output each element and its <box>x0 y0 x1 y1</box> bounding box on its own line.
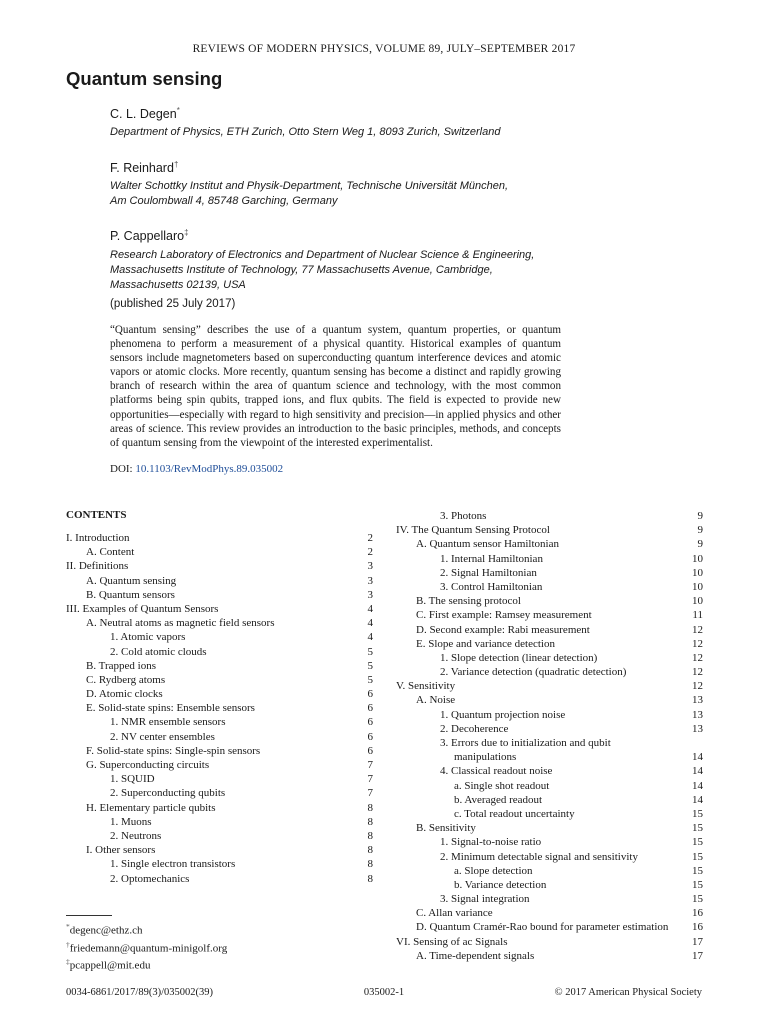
toc-entry-label: 1. NMR ensemble sensors <box>110 716 226 729</box>
toc-entry[interactable] <box>396 850 703 864</box>
toc-entry[interactable] <box>66 758 373 772</box>
toc-entry-page: 9 <box>697 524 703 537</box>
toc-entry[interactable] <box>66 645 373 659</box>
toc-entry-page: 13 <box>692 694 703 707</box>
toc-entry[interactable] <box>66 786 373 800</box>
toc-entry-label: 1. Slope detection (linear detection) <box>440 651 598 664</box>
toc-entry-page: 8 <box>367 858 373 871</box>
toc-entry[interactable] <box>396 764 703 778</box>
footnote <box>66 955 227 973</box>
toc-entry-page: 8 <box>367 872 373 885</box>
toc-entry[interactable] <box>396 679 703 693</box>
toc-entry-label: B. Sensitivity <box>416 822 476 835</box>
toc-entry-page: 10 <box>692 580 703 593</box>
author-reinhard <box>110 160 178 175</box>
affiliation-line: Am Coulombwall 4, 85748 Garching, Germany <box>110 195 338 207</box>
toc-entry-page: 10 <box>692 552 703 565</box>
toc-entry-page: 5 <box>367 659 373 672</box>
toc-entry[interactable] <box>66 545 373 559</box>
affiliation-line: Walter Schottky Institut and Physik-Department, Technische Universität München, <box>110 180 509 192</box>
toc-entry-page: 12 <box>692 680 703 693</box>
footnote-email[interactable]: pcappell@mit.edu <box>69 959 151 972</box>
toc-entry-page: 12 <box>692 637 703 650</box>
toc-entry-label: A. Content <box>86 546 135 559</box>
toc-entry-label: D. Second example: Rabi measurement <box>416 623 590 636</box>
toc-entry[interactable] <box>396 935 703 949</box>
toc-entry-label: IV. The Quantum Sensing Protocol <box>396 524 550 537</box>
toc-entry[interactable] <box>66 730 373 744</box>
toc-entry[interactable] <box>66 772 373 786</box>
toc-entry-page: 15 <box>692 878 703 891</box>
toc-entry-label: 3. Photons <box>440 510 487 522</box>
toc-entry-page: 10 <box>692 595 703 608</box>
paper-title: Quantum sensing <box>66 68 223 89</box>
contents-heading: CONTENTS <box>66 509 127 521</box>
toc-entry[interactable] <box>66 588 373 602</box>
footer-issn: 0034-6861/2017/89(3)/035002(39) <box>66 987 213 998</box>
toc-entry[interactable] <box>396 594 703 608</box>
footer-article-number: 035002-1 <box>363 987 405 998</box>
toc-entry-label: 3. Errors due to initialization and qubit <box>440 737 611 749</box>
doi <box>110 463 283 475</box>
toc-entry[interactable] <box>66 602 373 616</box>
running-head: REVIEWS OF MODERN PHYSICS, VOLUME 89, JULY–SEPTEMBER 2017 <box>192 43 576 55</box>
toc-entry[interactable] <box>396 793 703 807</box>
toc-entry[interactable] <box>66 715 373 729</box>
toc-entry-label: b. Averaged readout <box>454 793 543 806</box>
toc-entry-label: 1. Signal-to-noise ratio <box>440 836 542 849</box>
toc-entry[interactable] <box>66 872 373 886</box>
toc-entry[interactable] <box>66 673 373 687</box>
author-footnote-mark[interactable]: * <box>176 106 180 115</box>
toc-entry-page: 8 <box>367 815 373 828</box>
toc-entry[interactable] <box>396 580 703 594</box>
toc-entry-page: 16 <box>692 921 703 934</box>
toc-entry[interactable] <box>396 552 703 566</box>
author-footnote-mark[interactable]: † <box>173 160 179 169</box>
toc-entry[interactable] <box>396 920 703 934</box>
toc-entry-page: 17 <box>692 935 703 948</box>
toc-entry-page: 2 <box>367 546 373 559</box>
toc-entry-label: C. Allan variance <box>416 907 493 920</box>
affiliation-line: Massachusetts Institute of Technology, 77 Massachusetts Avenue, Cambridge, <box>110 264 493 276</box>
toc-entry-label: I. Other sensors <box>86 844 156 857</box>
toc-entry[interactable] <box>66 815 373 829</box>
toc-entry[interactable] <box>396 623 703 637</box>
toc-entry-label: 3. Signal integration <box>440 893 530 906</box>
toc-entry[interactable] <box>66 616 373 630</box>
toc-entry-label: 1. Single electron transistors <box>110 858 236 871</box>
toc-entry-page: 6 <box>367 744 373 757</box>
toc-entry-label: 2. Signal Hamiltonian <box>440 566 537 579</box>
author-name: P. Cappellaro <box>110 229 185 244</box>
toc-entry-label: 1. Muons <box>110 815 152 828</box>
toc-entry-page: 14 <box>692 793 703 806</box>
toc-entry-label: 2. Decoherence <box>440 722 509 735</box>
toc-entry-label: 1. Quantum projection noise <box>440 708 566 721</box>
toc-entry-label: B. The sensing protocol <box>416 595 521 608</box>
toc-entry[interactable] <box>396 651 703 665</box>
toc-entry-label: V. Sensitivity <box>396 680 456 693</box>
footer-copyright: © 2017 American Physical Society <box>554 987 702 998</box>
affiliation-degen <box>110 125 500 140</box>
toc-entry-page: 15 <box>692 850 703 863</box>
toc-entry-label: E. Solid-state spins: Ensemble sensors <box>86 702 255 715</box>
toc-entry[interactable] <box>66 574 373 588</box>
toc-entry-page: 8 <box>367 844 373 857</box>
footnote-mark: * <box>66 922 70 931</box>
toc-entry-page: 7 <box>367 759 373 771</box>
toc-entry[interactable] <box>66 701 373 715</box>
abstract: “Quantum sensing” describes the use of a quantum system, quantum properties, or quantum phenomena to perform a measurement of a physical quantity. Historical examples of quantum sensors include magnetometers based on superconducting quantum interference devices and atomic vapors or atomic clocks. More recently, quantum sensing has become a distinct and rapidly growing branch of research within the area of quantum science and technology, with the most common platforms being spin qubits, trapped ions, and flux qubits. The field is expected to provide new opportunities—especially with regard to high sensitivity and precision—in applied physics and other areas of science. This review provides an introduction to the basic principles, methods, and concepts of quantum sensing from the viewpoint of the interested experimentalist. <box>110 324 561 449</box>
toc-entry-label: 2. Variance detection (quadratic detection) <box>440 666 627 679</box>
footnote-rule <box>66 915 112 916</box>
doi-link[interactable]: 10.1103/RevModPhys.89.035002 <box>135 463 284 475</box>
toc-entry-page: 12 <box>692 623 703 636</box>
toc-entry-label: III. Examples of Quantum Sensors <box>66 602 219 615</box>
toc-entry-page: 9 <box>697 538 703 551</box>
toc-entry-label: a. Slope detection <box>454 864 533 877</box>
footnote-mark: ‡ <box>66 957 70 967</box>
toc-left-column <box>66 531 373 886</box>
toc-entry[interactable] <box>396 509 703 523</box>
toc-entry-page: 14 <box>692 765 703 778</box>
toc-entry-label: C. Rydberg atoms <box>86 673 166 686</box>
toc-entry-label: I. Introduction <box>66 532 130 544</box>
toc-entry[interactable] <box>396 949 703 963</box>
toc-entry[interactable] <box>396 722 703 736</box>
toc-entry[interactable] <box>396 821 703 835</box>
toc-entry-label: 2. Optomechanics <box>110 872 190 885</box>
footnotes <box>66 920 227 973</box>
toc-entry-page: 7 <box>367 787 373 800</box>
toc-entry[interactable] <box>396 750 703 764</box>
toc-entry[interactable] <box>396 523 703 537</box>
toc-entry[interactable] <box>66 843 373 857</box>
toc-entry-page: 15 <box>692 807 703 820</box>
toc-entry-label: b. Variance detection <box>454 878 547 891</box>
footnote-email[interactable]: degenc@ethz.ch <box>69 924 143 937</box>
toc-entry[interactable] <box>396 779 703 793</box>
toc-entry[interactable] <box>66 801 373 815</box>
toc-entry-page: 6 <box>367 688 373 701</box>
toc-entry[interactable] <box>66 531 373 545</box>
toc-entry-page: 4 <box>367 631 373 644</box>
author-cappellaro <box>110 228 189 243</box>
toc-entry[interactable] <box>396 537 703 551</box>
toc-entry-page: 9 <box>697 510 703 522</box>
toc-entry-label: 4. Classical readout noise <box>440 765 553 778</box>
affiliation-line: Research Laboratory of Electronics and Department of Nuclear Science & Engineering, <box>110 249 535 261</box>
toc-entry-page: 17 <box>692 949 703 962</box>
affiliation-line: Massachusetts 02139, USA <box>110 279 246 291</box>
toc-entry-page: 3 <box>367 560 373 573</box>
toc-entry-page: 13 <box>692 708 703 721</box>
toc-entry[interactable] <box>396 637 703 651</box>
toc-entry-page: 4 <box>367 602 373 615</box>
toc-entry-label: VI. Sensing of ac Signals <box>396 935 508 948</box>
published-date: (published 25 July 2017) <box>110 298 236 310</box>
toc-entry-page: 10 <box>692 566 703 579</box>
author-name: C. L. Degen <box>110 107 177 122</box>
toc-entry-label: A. Time-dependent signals <box>416 949 535 962</box>
toc-entry-label: II. Definitions <box>66 560 129 573</box>
toc-entry-label: A. Quantum sensor Hamiltonian <box>416 538 559 551</box>
toc-entry-label: H. Elementary particle qubits <box>86 801 216 814</box>
toc-entry-label: D. Quantum Cramér-Rao bound for parameter estimation <box>416 921 669 934</box>
toc-entry[interactable] <box>396 665 703 679</box>
toc-entry[interactable] <box>66 687 373 701</box>
toc-entry-label: B. Quantum sensors <box>86 588 175 601</box>
toc-entry-label: C. First example: Ramsey measurement <box>416 609 592 622</box>
toc-entry-label: A. Quantum sensing <box>86 574 177 587</box>
toc-entry-page: 6 <box>367 702 373 715</box>
toc-entry-page: 8 <box>367 829 373 842</box>
toc-entry-page: 5 <box>367 673 373 686</box>
toc-entry-label: c. Total readout uncertainty <box>454 807 575 820</box>
toc-entry-label: 1. Atomic vapors <box>110 631 186 644</box>
toc-entry-label: A. Noise <box>416 694 456 707</box>
toc-entry[interactable] <box>66 744 373 758</box>
toc-entry[interactable] <box>396 835 703 849</box>
toc-entry[interactable] <box>396 892 703 906</box>
toc-entry-label: A. Neutral atoms as magnetic field sensors <box>86 617 275 630</box>
footnote <box>66 920 227 938</box>
toc-entry[interactable] <box>396 807 703 821</box>
toc-entry-label: D. Atomic clocks <box>86 688 163 701</box>
toc-entry-page: 11 <box>692 609 703 622</box>
toc-entry-page: 3 <box>367 574 373 587</box>
toc-entry-label: manipulations <box>454 751 517 764</box>
toc-entry[interactable] <box>396 736 703 750</box>
toc-entry-label: 2. Cold atomic clouds <box>110 645 207 658</box>
affiliation-reinhard <box>110 179 508 209</box>
footnote-mark: † <box>66 939 70 949</box>
toc-entry-page: 15 <box>692 864 703 877</box>
toc-entry-page: 12 <box>692 666 703 679</box>
toc-entry[interactable] <box>66 630 373 644</box>
toc-entry-page: 2 <box>367 532 373 544</box>
toc-entry[interactable] <box>396 566 703 580</box>
toc-entry-page: 15 <box>692 822 703 835</box>
toc-entry-page: 7 <box>367 773 373 786</box>
toc-entry-label: 2. Neutrons <box>110 829 162 842</box>
toc-entry-page: 13 <box>692 722 703 735</box>
toc-entry-page: 6 <box>367 730 373 743</box>
toc-right-column <box>396 509 703 963</box>
author-footnote-mark[interactable]: ‡ <box>184 228 189 237</box>
toc-entry[interactable] <box>66 659 373 673</box>
toc-entry-label: 2. NV center ensembles <box>110 730 215 743</box>
affiliation-line: Department of Physics, ETH Zurich, Otto Stern Weg 1, 8093 Zurich, Switzerland <box>110 126 501 138</box>
toc-entry-label: 2. Minimum detectable signal and sensitivity <box>440 850 638 863</box>
toc-entry[interactable] <box>66 559 373 573</box>
doi-label: DOI: <box>110 463 133 475</box>
toc-entry[interactable] <box>396 906 703 920</box>
toc-entry-page: 4 <box>367 617 373 630</box>
toc-entry-label: a. Single shot readout <box>454 779 550 792</box>
author-degen <box>110 106 180 121</box>
toc-entry-label: 2. Superconducting qubits <box>110 787 226 800</box>
toc-entry[interactable] <box>396 864 703 878</box>
toc-entry-page: 3 <box>367 588 373 601</box>
toc-entry-page: 14 <box>692 779 703 792</box>
toc-entry[interactable] <box>396 608 703 622</box>
toc-entry-label: B. Trapped ions <box>86 659 156 672</box>
toc-entry-page: 16 <box>692 907 703 920</box>
toc-entry[interactable] <box>66 829 373 843</box>
toc-entry-page: 15 <box>692 893 703 906</box>
toc-entry-page: 12 <box>692 651 703 664</box>
footnote <box>66 938 227 956</box>
toc-entry[interactable] <box>396 878 703 892</box>
toc-entry-label: E. Slope and variance detection <box>416 637 555 650</box>
toc-entry[interactable] <box>396 693 703 707</box>
toc-entry-label: 1. SQUID <box>110 773 155 786</box>
toc-entry-label: G. Superconducting circuits <box>86 759 210 771</box>
toc-entry-label: 1. Internal Hamiltonian <box>440 552 543 565</box>
toc-entry-page: 6 <box>367 716 373 729</box>
toc-entry-page: 5 <box>367 645 373 658</box>
toc-entry[interactable] <box>396 708 703 722</box>
toc-entry-page: 8 <box>367 801 373 814</box>
affiliation-cappellaro <box>110 248 534 293</box>
footnote-email[interactable]: friedemann@quantum-minigolf.org <box>69 942 228 955</box>
toc-entry-page: 14 <box>692 751 703 764</box>
toc-entry-label: 3. Control Hamiltonian <box>440 580 543 593</box>
author-name: F. Reinhard <box>110 161 174 176</box>
toc-entry[interactable] <box>66 857 373 871</box>
toc-entry-label: F. Solid-state spins: Single-spin sensors <box>86 744 261 757</box>
toc-entry-page: 15 <box>692 836 703 849</box>
